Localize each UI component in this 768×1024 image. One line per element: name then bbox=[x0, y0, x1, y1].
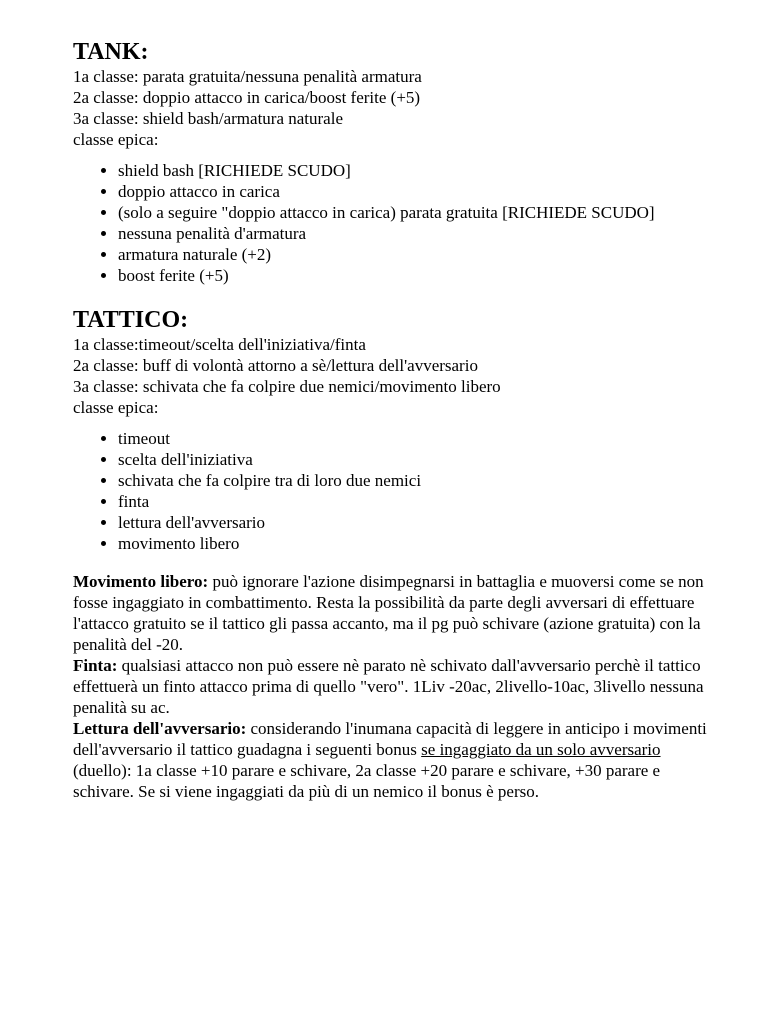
movimento-libero-label: Movimento libero: bbox=[73, 572, 209, 591]
finta-paragraph bbox=[73, 655, 713, 718]
list-item: • nessuna penalità d'armatura bbox=[118, 223, 713, 244]
list-item: • schivata che fa colpire tra di loro due nemici bbox=[118, 470, 713, 491]
lettura-text-b: (duello): 1a classe +10 parare e schivare, 2a classe +20 parare e schivare, +30 parare e schivare. Se si viene ingaggiati da più di un nemico il bonus è perso. bbox=[73, 761, 661, 801]
lettura-text-a: considerando l'inumana capacità di leggere in anticipo i movimenti dell'avversario il tattico guadagna i seguenti bonus bbox=[73, 719, 707, 759]
list-item: • (solo a seguire "doppio attacco in carica) parata gratuita [RICHIEDE SCUDO] bbox=[118, 202, 713, 223]
list-item: • lettura dell'avversario bbox=[118, 512, 713, 533]
lettura-paragraph bbox=[73, 718, 713, 802]
lettura-underlined-text: se ingaggiato da un solo avversario bbox=[421, 740, 661, 759]
list-item: • boost ferite (+5) bbox=[118, 265, 713, 286]
tank-epic-list bbox=[73, 160, 713, 286]
tattico-class-3: 3a classe: schivata che fa colpire due nemici/movimento libero bbox=[73, 377, 501, 396]
tattico-class-1: 1a classe:timeout/scelta dell'iniziativa/finta bbox=[73, 335, 366, 354]
lettura-label: Lettura dell'avversario: bbox=[73, 719, 247, 738]
list-item: • timeout bbox=[118, 428, 713, 449]
movimento-libero-paragraph bbox=[73, 571, 713, 655]
tank-class-3: 3a classe: shield bash/armatura naturale bbox=[73, 109, 343, 128]
list-item: • movimento libero bbox=[118, 533, 713, 554]
tattico-class-2: 2a classe: buff di volontà attorno a sè/lettura dell'avversario bbox=[73, 356, 478, 375]
tank-class-1: 1a classe: parata gratuita/nessuna penalità armatura bbox=[73, 67, 422, 86]
section-gap bbox=[73, 286, 713, 306]
list-item: • finta bbox=[118, 491, 713, 512]
list-item: • armatura naturale (+2) bbox=[118, 244, 713, 265]
finta-text: qualsiasi attacco non può essere nè parato nè schivato dall'avversario perchè il tattico effettuerà un finto attacco prima di quello "vero". 1Liv -20ac, 2livello-10ac, 3livello nessuna penalità su ac. bbox=[73, 656, 704, 717]
document-page bbox=[73, 38, 713, 802]
tank-heading: TANK: bbox=[73, 39, 149, 65]
list-item: • doppio attacco in carica bbox=[118, 181, 713, 202]
tank-class-2: 2a classe: doppio attacco in carica/boost ferite (+5) bbox=[73, 88, 421, 107]
tank-class-epic: classe epica: bbox=[73, 130, 159, 149]
tattico-epic-list bbox=[73, 428, 713, 554]
list-item: • shield bash [RICHIEDE SCUDO] bbox=[118, 160, 713, 181]
tattico-heading: TATTICO: bbox=[73, 307, 189, 333]
section-gap bbox=[73, 554, 713, 571]
movimento-libero-text: può ignorare l'azione disimpegnarsi in battaglia e muoversi come se non fosse ingaggiato in combattimento. Resta la possibilità da parte degli avversari di effettuare l'attacco gratuito se il tattico gli passa accanto, ma il pg può schivare (azione gratuita) con la penalità del -20. bbox=[73, 572, 704, 654]
finta-label: Finta: bbox=[73, 656, 118, 675]
list-item: • scelta dell'iniziativa bbox=[118, 449, 713, 470]
tattico-class-epic: classe epica: bbox=[73, 398, 159, 417]
